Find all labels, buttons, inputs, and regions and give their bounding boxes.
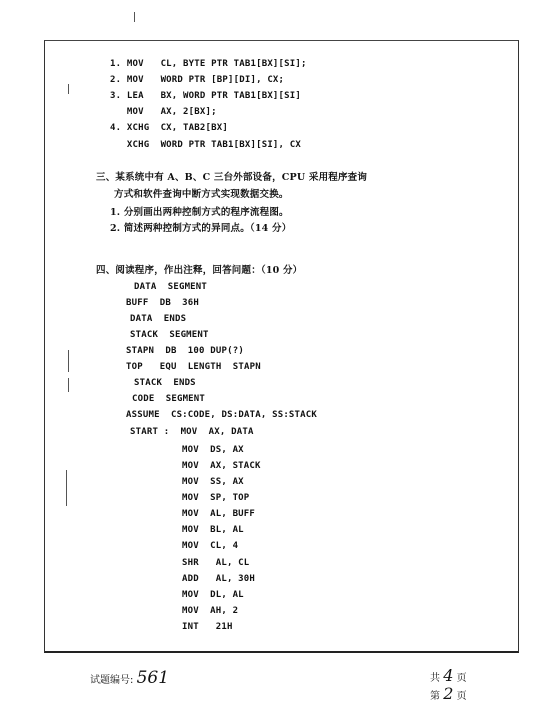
code-line: MOV CL, 4 [182,541,239,551]
code-line: STAPN DB 100 DUP(?) [126,346,244,356]
scan-mark [134,12,135,22]
scan-mark [68,378,69,392]
scan-mark [68,84,69,94]
code-line: STACK SEGMENT [130,330,209,340]
section-item: 1. 分别画出两种控制方式的程序流程图。 [110,207,289,218]
total-pages-post: 页 [456,673,467,684]
total-pages [430,666,467,685]
code-line: MOV AH, 2 [182,606,239,616]
code-line: MOV SS, AX [182,477,244,487]
code-line: MOV AX, STACK [182,461,261,471]
code-line: CODE SEGMENT [132,394,206,404]
code-line: TOP EQU LENGTH STAPN [126,362,261,372]
code-line: DATA SEGMENT [134,282,208,292]
question-item: XCHG WORD PTR TAB1[BX][SI], CX [110,140,302,150]
question-item: MOV AX, 2[BX]; [110,107,217,117]
question-item: 2. MOV WORD PTR [BP][DI], CX; [110,75,285,85]
scan-mark [68,350,69,372]
section-heading: 三、某系统中有 A、B、C 三台外部设备，CPU 采用程序查询 [96,172,368,183]
section-heading: 四、阅读程序，作出注释，回答问题：（10 分） [96,265,303,276]
current-page [430,684,467,703]
question-item: 1. MOV CL, BYTE PTR TAB1[BX][SI]; [110,59,307,69]
code-line: MOV DL, AL [182,590,244,600]
code-line: DATA ENDS [130,314,187,324]
code-line: SHR AL, CL [182,558,250,568]
current-page-pre: 第 [430,691,440,702]
section-item: 2. 简述两种控制方式的异同点。（14 分） [110,223,292,234]
exam-code-label: 试题编号: [90,675,134,686]
exam-code [90,668,169,688]
code-line: START : MOV AX, DATA [130,427,254,437]
total-pages-value: 4 [443,666,454,685]
code-line: STACK ENDS [134,378,196,388]
code-line: MOV SP, TOP [182,493,250,503]
section-heading-cont: 方式和软件查询中断方式实现数据交换。 [114,189,289,200]
code-line: ASSUME CS:CODE, DS:DATA, SS:STACK [126,410,318,420]
current-page-value: 2 [443,684,454,703]
code-line: MOV AL, BUFF [182,509,256,519]
question-item: 4. XCHG CX, TAB2[BX] [110,123,228,133]
question-item: 3. LEA BX, WORD PTR TAB1[BX][SI] [110,91,302,101]
current-page-post: 页 [456,691,467,702]
code-line: BUFF DB 36H [126,298,200,308]
code-line: MOV BL, AL [182,525,244,535]
scan-mark [66,470,67,506]
exam-code-value: 561 [136,668,170,688]
code-line: MOV DS, AX [182,445,244,455]
code-line: INT 21H [182,622,233,632]
code-line: ADD AL, 30H [182,574,256,584]
total-pages-pre: 共 [430,673,440,684]
